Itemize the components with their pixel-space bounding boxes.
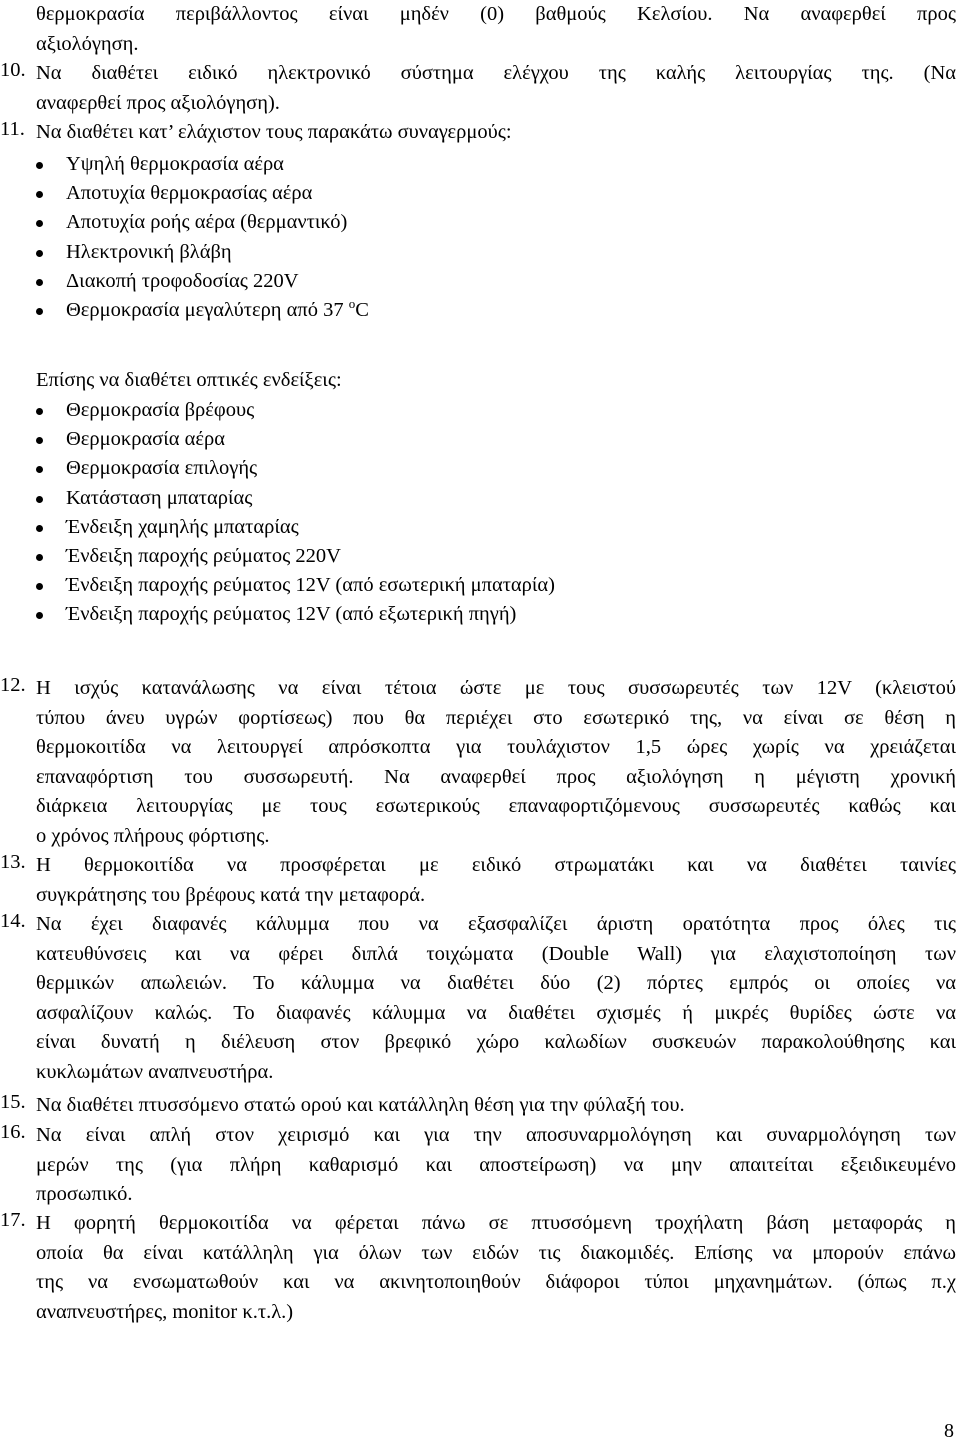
bullet-item: Ένδειξη παροχής ρεύματος 12V (από εσωτερική μπαταρία) [36, 571, 836, 600]
text-line: μερών της (για πλήρη καθαρισμό και αποστείρωση) να μην απαιτείται εξειδικευμένο [36, 1153, 956, 1176]
item-number: 15. [0, 1091, 26, 1113]
bullet-item: Ένδειξη παροχής ρεύματος 12V (από εξωτερική πηγή) [36, 600, 836, 629]
bullet-icon [36, 408, 43, 415]
bullet-icon [36, 308, 43, 315]
text-line: Η φορητή θερμοκοιτίδα να φέρεται πάνω σε πτυσσόμενη τροχήλατη βάση μεταφοράς η [36, 1212, 956, 1234]
text-line: αναπνευστήρες, monitor κ.τ.λ.) [36, 1300, 294, 1323]
text-line: θερμοκοιτίδα να λειτουργεί απρόσκοπτα για τουλάχιστον 1,5 ώρες χωρίς να χρειάζεται [36, 736, 956, 758]
bullet-item: Υψηλή θερμοκρασία αέρα [36, 150, 836, 179]
bullet-icon [36, 466, 43, 473]
list-item-10 [0, 59, 956, 118]
text-line: τύπου άνευ υγρών φορτίσεως) που θα περιέχει στο εσωτερικό της, να είναι σε θέση η [36, 706, 956, 729]
text-line: αξιολόγηση. [36, 32, 139, 55]
item-number: 12. [0, 674, 26, 696]
list-item-14 [0, 910, 956, 1087]
item-number: 16. [0, 1121, 26, 1143]
bullet-item: Θερμοκρασία αέρα [36, 425, 836, 454]
text-line: διάρκεια λειτουργίας με τους εσωτερικούς επαναφορτιζόμενους συσσωρευτές καθώς και [36, 795, 956, 817]
text-line: επαναφόρτιση του συσσωρευτή. Να αναφερθεί προς αξιολόγηση η μέγιστη χρονική [36, 765, 956, 788]
text-line: κυκλωμάτων αναπνευστήρα. [36, 1060, 274, 1083]
bullet-item: Ηλεκτρονική βλάβη [36, 238, 836, 267]
page-number: 8 [944, 1420, 954, 1442]
bullet-icon [36, 279, 43, 286]
list-item-15 [0, 1091, 956, 1121]
alarms-list [36, 150, 836, 325]
degree-superscript: ο [348, 296, 356, 312]
text-line: Επίσης να διαθέτει οπτικές ενδείξεις: [36, 369, 342, 391]
intro-paragraph [36, 0, 956, 59]
item-number: 11. [0, 118, 25, 140]
text-line: ο χρόνος πλήρους φόρτισης. [36, 824, 270, 847]
bullet-item: Αποτυχία ροής αέρα (θερμαντικό) [36, 208, 836, 237]
text-line: θερμικών απωλειών. Το κάλυμμα να διαθέτει δύο (2) πόρτες εμπρός οι οποίες να [36, 972, 956, 994]
item-number: 10. [0, 59, 26, 81]
bullet-item: Κατάσταση μπαταρίας [36, 484, 836, 513]
list-item-13 [0, 851, 956, 910]
item-number: 13. [0, 851, 26, 873]
list-item-17 [0, 1209, 956, 1327]
text-line: Η θερμοκοιτίδα να προσφέρεται με ειδικό στρωματάκι και να διαθέτει ταινίες [36, 854, 956, 876]
text-line: της να ενσωματωθούν και να ακινητοποιηθούν διάφοροι τύποι μηχανημάτων. (όπως π.χ [36, 1271, 956, 1293]
bullet-item: Αποτυχία θερμοκρασίας αέρα [36, 179, 836, 208]
text-line: προσωπικό. [36, 1183, 133, 1205]
bullet-item: Θερμοκρασία βρέφους [36, 396, 836, 425]
bullet-item: Διακοπή τροφοδοσίας 220V [36, 267, 836, 296]
bullet-icon [36, 437, 43, 444]
bullet-icon [36, 191, 43, 198]
bullet-icon [36, 220, 43, 227]
bullet-icon [36, 496, 43, 503]
text-line: Να διαθέτει ειδικό ηλεκτρονικό σύστημα ελέγχου της καλής λειτουργίας της. (Να [36, 62, 956, 84]
bullet-item: Θερμοκρασία επιλογής [36, 454, 836, 483]
text-line: θερμοκρασία περιβάλλοντος είναι μηδέν (0) βαθμούς Κελσίου. Να αναφερθεί προς [36, 3, 956, 25]
text-line: κατευθύνσεις και να φέρει διπλά τοιχώματα (Double Wall) για ελαχιστοποίηση των [36, 942, 956, 965]
bullet-item: Ένδειξη παροχής ρεύματος 220V [36, 542, 836, 571]
text-line: είναι δυνατή η διέλευση στον βρεφικό χώρο καλωδίων συσκευών παρακολούθησης και [36, 1031, 956, 1053]
bullet-icon [36, 554, 43, 561]
text-line: Να διαθέτει κατ’ ελάχιστον τους παρακάτω συναγερμούς: [36, 121, 512, 143]
bullet-icon [36, 583, 43, 590]
indications-intro [36, 366, 956, 396]
item-number: 14. [0, 910, 26, 932]
text-line: αναφερθεί προς αξιολόγηση). [36, 91, 280, 114]
bullet-item: Θερμοκρασία μεγαλύτερη από 37 $^o$C [36, 296, 836, 325]
bullet-icon [36, 525, 43, 532]
bullet-icon [36, 612, 43, 619]
text-line: Να έχει διαφανές κάλυμμα που να εξασφαλίζει άριστη ορατότητα προς όλες τις [36, 913, 956, 935]
item-number: 17. [0, 1209, 26, 1231]
text-line: συγκράτησης του βρέφους κατά την μεταφορά. [36, 883, 426, 906]
indications-list [36, 396, 836, 630]
text-line: ασφαλίζουν καλώς. Το διαφανές κάλυμμα να διαθέτει σχισμές ή μικρές θυρίδες ώστε να [36, 1001, 956, 1024]
list-item-11 [0, 118, 956, 148]
text-line: Η ισχύς κατανάλωσης να είναι τέτοια ώστε με τους συσσωρευτές των 12V (κλειστού [36, 677, 956, 699]
list-item-16 [0, 1121, 956, 1210]
bullet-icon [36, 250, 43, 257]
text-line: Να είναι απλή στον χειρισμό και για την αποσυναρμολόγηση και συναρμολόγηση των [36, 1124, 956, 1146]
text-line: Να διαθέτει πτυσσόμενο στατώ ορού και κατάλληλη θέση για την φύλαξή του. [36, 1094, 685, 1116]
text-line: οποία θα είναι κατάλληλη για όλων των ειδών τις διακομιδές. Επίσης να μπορούν επάνω [36, 1241, 956, 1264]
list-item-12 [0, 674, 956, 851]
bullet-item: Ένδειξη χαμηλής μπαταρίας [36, 513, 836, 542]
bullet-icon [36, 162, 43, 169]
